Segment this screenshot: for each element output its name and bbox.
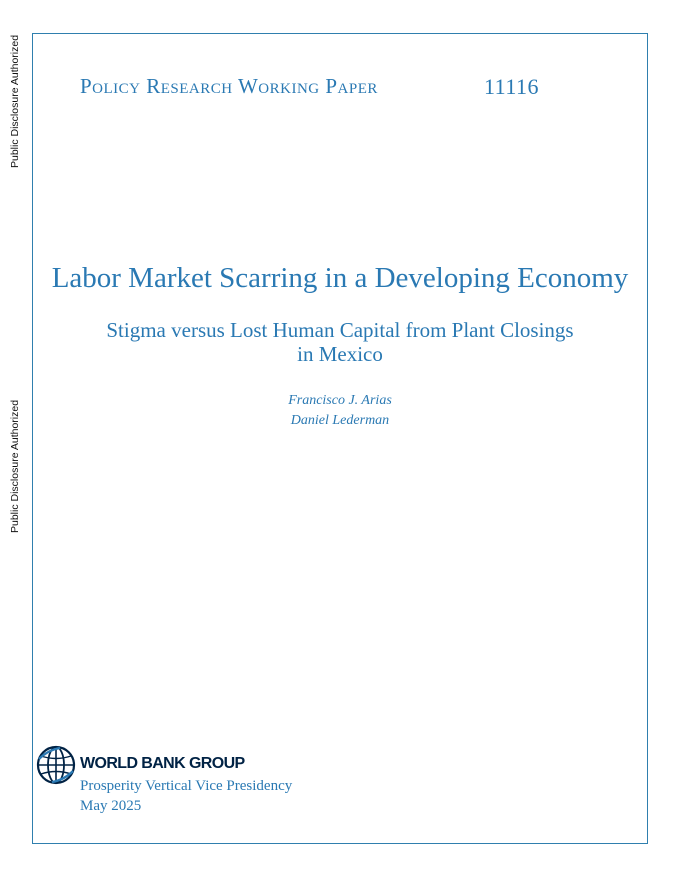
series-title: Policy Research Working Paper xyxy=(80,74,378,98)
paper-number: 11116 xyxy=(484,74,540,99)
paper-subtitle xyxy=(40,318,640,366)
subtitle-line-1: Stigma versus Lost Human Capital from Plant Closings xyxy=(106,318,574,342)
vice-presidency: Prosperity Vertical Vice Presidency xyxy=(80,778,293,794)
paper-title: Labor Market Scarring in a Developing Economy xyxy=(51,262,629,294)
author-name: Francisco J. Arias xyxy=(288,393,392,408)
author-name: Daniel Lederman xyxy=(290,413,390,428)
author-list xyxy=(40,391,640,431)
publication-date: May 2025 xyxy=(80,798,142,814)
world-bank-globe-icon xyxy=(36,745,76,785)
disclosure-label-top: Public Disclosure Authorized xyxy=(9,34,21,168)
subtitle-line-2: in Mexico xyxy=(297,342,383,366)
disclosure-label-middle: Public Disclosure Authorized xyxy=(9,399,21,533)
cover-frame xyxy=(32,33,648,844)
organization-name: WORLD BANK GROUP xyxy=(80,755,245,772)
